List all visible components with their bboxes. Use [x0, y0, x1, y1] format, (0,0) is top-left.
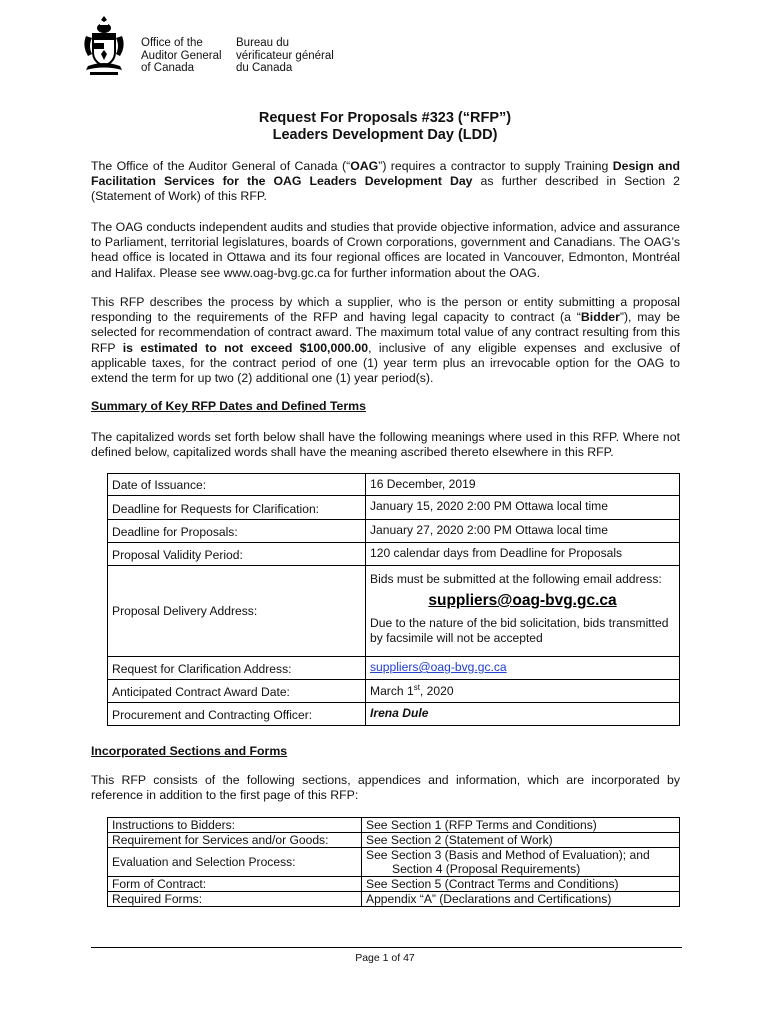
text-run: , inclusive of any eligible expenses and exclusive of applicable taxes, for the contract period of one (1) year term plus an irrevocable option for the OAG to extend the term for up two (2) additional one (1) year period(s). — [91, 340, 680, 386]
section-ref: See Section 3 (Basis and Method of Evaluation); and — [366, 848, 650, 862]
text-run: ”), may be selected for recommendation of contract award. The maximum total value of any contract resulting from this RFP — [91, 310, 680, 355]
incorporated-paragraph: This RFP consists of the following sections, appendices and information, which are incorporated by reference in addition to the first page of this RFP: — [91, 773, 680, 803]
table-row — [108, 543, 680, 566]
rfp-process-paragraph — [91, 295, 680, 386]
table-row — [108, 680, 680, 703]
table-row — [108, 496, 680, 520]
intro-paragraph — [91, 159, 680, 205]
table-cell-value: See Section 5 (Contract Terms and Conditions) — [362, 877, 680, 892]
delivery-email-link[interactable]: suppliers@oag-bvg.gc.ca — [428, 592, 617, 609]
text-run-bold: is estimated to not exceed $100,000.00 — [122, 340, 369, 355]
department-name-en — [141, 37, 222, 75]
table-cell-value: Irena Dule — [366, 703, 680, 726]
table-cell-label: Form of Contract: — [108, 877, 362, 892]
footer-divider — [91, 947, 682, 948]
delivery-intro: Bids must be submitted at the following email address: — [370, 572, 662, 586]
text-run-bold: Design and Facilitation Services for the OAG Leaders Development Day — [91, 159, 680, 189]
dept-en-line: Auditor General — [141, 49, 222, 62]
section-ref: Section 4 (Proposal Requirements) — [392, 862, 581, 876]
dept-fr-line: Bureau du — [236, 37, 290, 49]
clarification-email-link[interactable]: suppliers@oag-bvg.gc.ca — [370, 660, 507, 674]
table-cell-label: Anticipated Contract Award Date: — [108, 680, 366, 703]
department-name-fr — [236, 37, 334, 75]
table-cell-value: See Section 2 (Statement of Work) — [362, 833, 680, 848]
award-date-suffix: st — [413, 683, 420, 692]
table-cell-label: Proposal Validity Period: — [108, 543, 366, 566]
table-cell-label: Procurement and Contracting Officer: — [108, 703, 366, 726]
table-row — [108, 703, 680, 726]
table-row — [108, 833, 680, 848]
table-cell-label: Deadline for Requests for Clarification: — [108, 496, 366, 520]
table-cell-value: January 15, 2020 2:00 PM Ottawa local time — [366, 496, 680, 520]
table-cell-label: Date of Issuance: — [108, 474, 366, 496]
summary-paragraph: The capitalized words set forth below shall have the following meanings where used in this RFP. Where not defined below, capitalized words shall have the meaning ascribed thereto elsewhere in this RFP. — [91, 430, 680, 460]
text-run-bold: Bidder — [580, 310, 620, 325]
table-row — [108, 877, 680, 892]
table-cell-label: Instructions to Bidders: — [108, 818, 362, 833]
incorporated-sections-table — [107, 817, 680, 907]
incorporated-heading: Incorporated Sections and Forms — [91, 744, 288, 758]
text-run: The Office of the Auditor General of Canada (“ — [91, 159, 351, 173]
table-row — [108, 474, 680, 496]
table-cell-label: Deadline for Proposals: — [108, 520, 366, 543]
document-title: Request For Proposals #323 (“RFP”) — [258, 110, 512, 126]
summary-heading: Summary of Key RFP Dates and Defined Terms — [91, 399, 366, 413]
table-row — [108, 566, 680, 657]
table-cell-value — [366, 657, 680, 680]
dept-en-line: Office of the — [141, 37, 203, 49]
table-cell-label: Request for Clarification Address: — [108, 657, 366, 680]
table-row — [108, 848, 680, 877]
award-date-year: , 2020 — [419, 684, 454, 699]
table-row — [108, 520, 680, 543]
dept-fr-line: vérificateur général — [236, 49, 334, 62]
key-dates-table — [107, 473, 680, 726]
table-cell-label: Required Forms: — [108, 892, 362, 907]
table-cell-value — [366, 680, 680, 703]
table-cell-value: 120 calendar days from Deadline for Proposals — [366, 543, 680, 566]
table-cell-label: Proposal Delivery Address: — [108, 566, 366, 657]
coat-of-arms-icon — [80, 14, 128, 78]
delivery-note: Due to the nature of the bid solicitation, bids transmitted by facsimile will not be accepted — [370, 616, 669, 645]
table-cell-value — [366, 566, 680, 657]
table-cell-value: January 27, 2020 2:00 PM Ottawa local time — [366, 520, 680, 543]
text-run: This RFP describes the process by which a supplier, who is the person or entity submitting a proposal responding to the requirements of the RFP and having legal capacity to contract (a “ — [91, 295, 680, 325]
table-cell-label: Requirement for Services and/or Goods: — [108, 833, 362, 848]
table-cell-value: See Section 1 (RFP Terms and Conditions) — [362, 818, 680, 833]
table-row — [108, 892, 680, 907]
text-run-bold: OAG — [350, 159, 379, 173]
text-run: ”) requires a contractor to supply Training — [378, 159, 613, 173]
table-cell-value: Appendix “A” (Declarations and Certifications) — [362, 892, 680, 907]
document-subtitle: Leaders Development Day (LDD) — [272, 127, 498, 143]
page-number: Page 1 of 47 — [355, 952, 415, 964]
about-oag-paragraph: The OAG conducts independent audits and studies that provide objective information, advice and assurance to Parliament, territorial legislatures, boards of Crown corporations, government and Canadians. The OAG’s head office is located in Ottawa and its four regional offices are located in Vancouver, Edmonton, Montréal and Halifax. Please see www.oag-bvg.gc.ca for further information about the OAG. — [91, 220, 680, 280]
table-cell-label: Evaluation and Selection Process: — [108, 848, 362, 877]
dept-fr-line: du Canada — [236, 62, 293, 74]
table-cell-value: 16 December, 2019 — [366, 474, 680, 496]
award-date-text: March 1 — [370, 684, 414, 699]
table-row — [108, 657, 680, 680]
text-run: as further described in Section 2 (Statement of Work) of this RFP. — [91, 174, 680, 204]
table-row — [108, 818, 680, 833]
table-cell-value — [362, 848, 680, 877]
dept-en-line: of Canada — [141, 62, 195, 74]
